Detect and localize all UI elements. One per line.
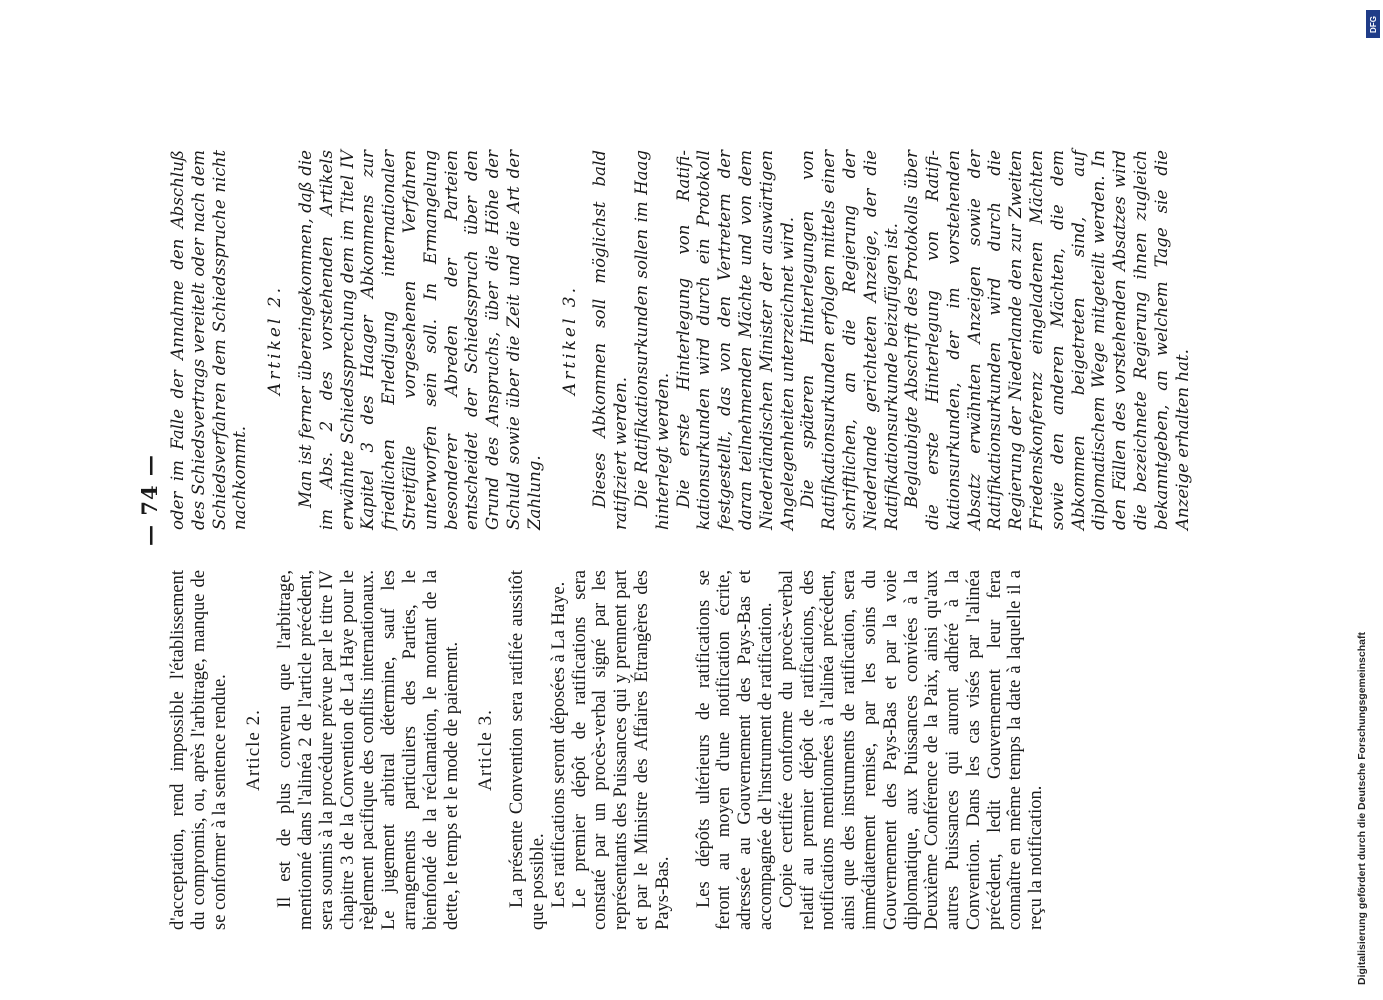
german-paragraph: Die späteren Hinterlegungen von Ratifikationsurkunden erfolgen mittels einer schriftlichen, an die Regierung der Niederlande gerichteten Anzeige, der die Ratifikationsurkunde beizufügen ist. — [798, 150, 901, 530]
french-paragraph: Copie certifiée conforme du procès-verbal relatif au premier dépôt de ratifications, des notifications mentionnées à l'alinéa précédent, ainsi que des instruments de ratification, sera immédiatement remise, par les soins du Gouvernement des Pays-Bas et par la voie diplomatique, aux Puissances conviées à la Deuxième Conférence de la Paix, ainsi qu'aux autres Puissances qui auront adhéré à la Convention. Dans les cas visés par l'alinéa précédent, ledit Gouvernement leur fera connaître en même temps la date à laquelle il a reçu la notification. — [776, 570, 1047, 930]
german-paragraph: Dieses Abkommen soll möglichst bald ratifiziert werden. — [590, 150, 631, 530]
french-paragraph: Il est de plus convenu que l'arbitrage, mentionné dans l'alinéa 2 de l'article précédent, sera soumis à la procédure prévue par le titre IV chapitre 3 de la Convention de La Haye pour le règlement pacifique des conflits internationaux. Le jugement arbitral détermine, sauf les arrangements particuliers des Parties, le bienfondé de la réclamation, le montant de la dette, le temps et le mode de paiement. — [275, 570, 462, 930]
german-paragraph: Die Ratifikationsurkunden sollen im Haag hinterlegt werden. — [631, 150, 672, 530]
german-paragraph: Die erste Hinterlegung von Ratifikationsurkunden wird durch ein Protokoll festgestellt, das von den Vertretern der daran teilnehmenden Mächte und von dem Niederländischen Minister der auswärtigen Angelegenheiten unterzeichnet wird. — [673, 150, 797, 530]
dfg-logo: DFG — [1366, 10, 1380, 38]
funding-note: Digitalisierung gefördert durch die Deutsche Forschungsgemeinschaft — [1356, 632, 1368, 985]
french-column — [168, 570, 1047, 930]
german-article-3-heading: Artikel 3. — [559, 284, 580, 396]
rotated-page-content — [138, 70, 1218, 930]
german-paragraph: Beglaubigte Abschrift des Protokolls über die erste Hinterlegung von Ratifikationsurkunden, der im vorstehenden Absatz erwähnten Anzeigen sowie der Ratifikationsurkunden wird durch die Regierung der Niederlande den zur Zweiten Friedenskonferenz eingeladenen Mächten sowie den anderen Mächten, die dem Abkommen beigetreten sind, auf diplomatischem Wege mitgeteilt werden. In den Fällen des vorstehenden Absatzes wird die bezeichnete Regierung ihnen zugleich bekanntgeben, an welchem Tage sie die Anzeige erhalten hat. — [902, 150, 1192, 530]
french-paragraph: La présente Convention sera ratifiée aussitôt que possible. — [507, 570, 548, 930]
french-article-3-heading: Article 3. — [475, 709, 497, 791]
french-paragraph: Le premier dépôt de ratifications sera constaté par un procès-verbal signé par les représentants des Puissances qui y prennent part et par le Ministre des Affaires Étrangères des Pays-Bas. — [569, 570, 673, 930]
french-paragraph: Les dépôts ultérieurs de ratifications se feront au moyen d'une notification écrite, adressée au Gouvernement des Pays-Bas et accompagnée de l'instrument de ratification. — [693, 570, 776, 930]
page-number: — 74 — — [137, 454, 162, 546]
german-article-2-heading: Artikel 2. — [265, 284, 286, 396]
german-paragraph: Man ist ferner übereingekommen, daß die im Abs. 2 des vorstehenden Artikels erwähnte Schiedssprechung dem im Titel IV Kapitel 3 des Haager Abkommens zur friedlichen Erledigung internationaler Streitfälle vorgesehenen Verfahren unterworfen sein soll. In Ermangelung besonderer Abreden der Parteien entscheidet der Schiedsspruch über den Grund des Anspruchs, über die Höhe der Schuld sowie über die Zeit und die Art der Zahlung. — [295, 150, 544, 530]
french-article-2-heading: Article 2. — [243, 709, 265, 791]
french-paragraph: d'acceptation, rend impossible l'établissement du compromis, ou, après l'arbitrage, manque de se conformer à la sentence rendue. — [168, 570, 230, 930]
french-paragraph: Les ratifications seront déposées à La Haye. — [548, 581, 569, 908]
german-column — [168, 150, 1193, 530]
german-paragraph: oder im Falle der Annahme den Abschluß des Schiedsvertrags vereitelt oder nach dem Schiedsverfahren dem Schiedsspruche nicht nachkommt. — [168, 150, 250, 530]
